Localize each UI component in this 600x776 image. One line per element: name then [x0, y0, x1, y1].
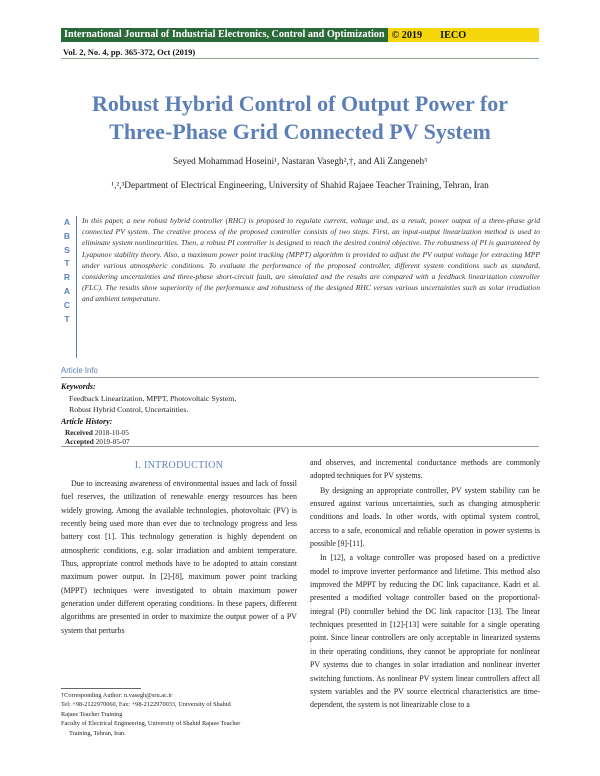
paragraph: Due to increasing awareness of environmental issues and lack of fossil fuel reserves, the utilization of renewable energy resources has been widely growing. Among the available technologies, photovoltaic (PV) is recently being used more than ever due to technology progress and less battery cost [1]. This technology generation is highly dependent on atmospheric conditions, e.g. solar irradiation and ambient temperature. Thus, appropriate control methods have to be adopted to attain constant maximum power output. In [2]-[8], maximum power point tracking (MPPT) techniques were investigated to obtain maximum power generation under different operating conditions. In these papers, different algorithms are presented in order to maximize the output power of a PV system that perturbs — [61, 479, 297, 635]
section-heading-introduction: I. INTRODUCTION — [134, 460, 224, 471]
received-date: 2018-10-05 — [94, 428, 129, 437]
journal-name: International Journal of Industrial Electronics, Control and Optimization — [61, 28, 388, 42]
volume-line: Vol. 2, No. 4, pp. 365-372, Oct (2019) — [63, 47, 196, 57]
abstract-letter: T — [64, 313, 70, 324]
journal-abbr: IECO — [440, 29, 467, 41]
journal-banner — [61, 28, 539, 42]
accepted-date: 2019-05-07 — [95, 437, 130, 446]
article-info-heading: Article Info — [61, 366, 98, 375]
accepted-label: Accepted — [65, 437, 94, 446]
header-rule — [61, 58, 539, 59]
abstract-letter: B — [63, 230, 71, 241]
abstract-letter: R — [63, 272, 71, 283]
keywords-line: Robust Hybrid Control, Uncertainties. — [69, 405, 189, 414]
history-label: Article History: — [61, 417, 113, 426]
abstract-letter: A — [63, 285, 71, 296]
abstract-letter: T — [64, 258, 70, 269]
abstract-text: In this paper, a new robust hybrid controller (RHC) is proposed to regulate current, voltage and, as a result, power output of a three-phase grid connected PV system. The creative process of the proposed controller consists of two steps. First, an input-output linearization method is used to eliminate system nonlinearities. Then, a robust PI controller is designed to reach the desired control objective. The robustness of PI is guaranteed by Lyapunov stability theory. Also, a maximum power point tracking (MPPT) algorithm is provided to adjust the PV output voltage for extracting MPP under various atmospheric conditions. To evaluate the performance of the proposed controller, different system conditions such as standard, considering uncertainties and three-phase short-circuit fault, are simulated and the results are compared with a feedback linearization controller (FLC). The results show superiority of the performance and robustness of the designed RHC versus various uncertainties such as solar irradiation and ambient temperature. — [82, 216, 540, 304]
abstract-letter: A — [63, 217, 71, 227]
keywords-line: Feedback Linearization, MPPT, Photovoltaic System, — [69, 394, 237, 403]
keywords-label: Keywords: — [61, 382, 96, 391]
affiliation: ¹,²,³Department of Electrical Engineering, University of Shahid Rajaee Teacher Training, Tehran, Iran — [111, 181, 489, 191]
authors: Seyed Mohammad Hoseini¹, Nastaran Vasegh²,†, and Ali Zangeneh³ — [173, 157, 427, 167]
received-date-row — [65, 428, 129, 437]
title-line-2: Three-Phase Grid Connected PV System — [109, 119, 491, 144]
article-info-rule — [61, 377, 539, 378]
abstract-vertical-label — [62, 216, 72, 326]
received-label: Received — [65, 428, 93, 437]
abstract-letter: C — [63, 299, 71, 310]
footnote-corresponding: †Corresponding Author: n.vasegh@sru.ac.ir — [61, 692, 173, 699]
footnotes — [61, 691, 297, 738]
right-column — [310, 456, 540, 712]
accepted-date-row — [65, 437, 130, 446]
article-info-rule-bottom — [61, 446, 539, 447]
footnote-faculty: Faculty of Electrical Engineering, University of Shahid Rajaee Teacher — [61, 720, 241, 728]
left-column — [61, 477, 297, 637]
footnote-rule — [61, 688, 141, 689]
paragraph: and observes, and incremental conductance methods are commonly adopted techniques for PV systems. — [310, 458, 540, 481]
footnote-tel: Tel: +98-2122970060, Fax: +98-2122970033, University of Shahid — [61, 701, 231, 709]
journal-year: © 2019 — [391, 29, 423, 41]
title-line-1: Robust Hybrid Control of Output Power for — [92, 91, 508, 116]
paper-title — [60, 90, 540, 146]
footnote-tel-cont: Rajaee Teacher Training — [61, 710, 123, 718]
abstract-letter: S — [64, 244, 70, 255]
paragraph: In [12], a voltage controller was proposed based on a predictive model to improve inverter performance and lifetime. This method also improved the MPPT by reducing the DC link capacitance. Kadri et al. presented a modified voltage controller based on the proportional-integral (PI) controller behind the DC link capacitor [13]. The linear techniques presented in [12]-[13] were suitable for a single operating point. Since linear controllers are only acceptable in linearized systems in their operating conditions, they cannot be appropriate for nonlinear PV systems due to changes in solar irradiation and nonlinear inverter switching functions. As nonlinear PV system linear controllers affect all system variables and the PV source electrical characteristics are time-dependent, the system is not linearizable close to a — [310, 553, 540, 710]
abstract-divider — [76, 216, 77, 358]
footnote-faculty-cont: Training, Tehran, Iran. — [69, 729, 126, 737]
paragraph: By designing an appropriate controller, PV system stability can be ensured against various uncertainties, such as changing atmospheric conditions and loads. In other words, with optimal system control, access to a safe, economical and reliable operation in power systems is possible [9]-[11]. — [310, 485, 540, 549]
